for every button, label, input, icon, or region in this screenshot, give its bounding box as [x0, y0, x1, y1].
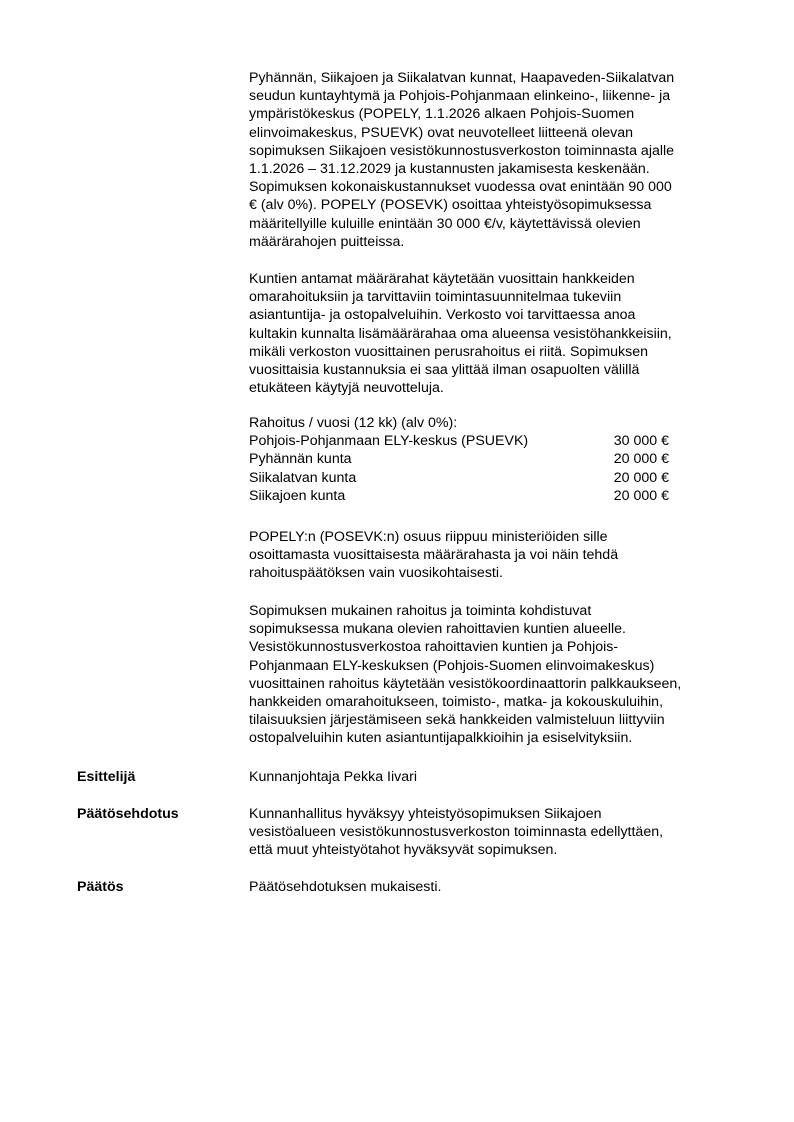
funder-name: Pyhännän kunta — [249, 451, 352, 468]
funder-name: Pohjois-Pohjanmaan ELY-keskus (PSUEVK) — [249, 433, 529, 450]
funder-amount: 20 000 € — [613, 469, 669, 486]
funding-table — [249, 414, 744, 505]
proposal-value: Kunnanhallitus hyväksyy yhteistyösopimuksen Siikajoen vesistöalueen vesistökunnostusverkoston toiminnasta edellyttäen, että muut yhteistyötahot hyväksyvät sopimuksen. — [249, 806, 664, 859]
funder-name: Siikalatvan kunta — [249, 469, 357, 486]
agreement-intro-paragraph: Pyhännän, Siikajoen ja Siikalatvan kunnat, Haapaveden-Siikalatvan seudun kuntayhtymä ja Pohjois-Pohjanmaan elinkeino-, liikenne- ja ympäristökeskus (POPELY, 1.1.2026 alkaen Pohjois-Suomen elinvoimakeskus, PSUEVK) ovat neuvotelleet liitteenä olevan sopimuksen Siikajoen vesistökunnostusverkoston toiminnasta ajalle 1.1.2026 – 31.12.2029 ja kustannusten jakamisesta keskenään. Sopimuksen kokonaiskustannukset vuodessa ovat enintään 90 000 € (alv 0%). POPELY (POSEVK) osoittaa yhteistyösopimuksessa määritellyille kuluille enintään 30 000 €/v, käytettävissä olevien määrärahojen puitteissa. — [249, 70, 675, 250]
funding-heading: Rahoitus / vuosi (12 kk) (alv 0%): — [249, 415, 458, 431]
ministry-share-paragraph: POPELY:n (POSEVK:n) osuus riippuu ministeriöiden sille osoittamasta vuosittaisesta määrärahasta ja voi näin tehdä rahoituspäätöksen vain vuosikohtaisesti. — [249, 529, 619, 582]
presenter-value: Kunnanjohtaja Pekka Iivari — [249, 769, 417, 785]
presenter-label: Esittelijä — [77, 769, 136, 785]
appropriations-paragraph: Kuntien antamat määrärahat käytetään vuosittain hankkeiden omarahoituksiin ja tarvittaviin toimintasuunnitelmaa tukeviin asiantuntija- ja ostopalveluihin. Verkosto voi tarvittaessa anoa kultakin kunnalta lisämäärärahaa oma alueensa vesistöhankkeisiin, mikäli verkoston vuosittainen perusrahoitus ei riitä. Sopimuksen vuosittaisia kustannuksia ei saa ylittää ilman osapuolten välillä etukäteen käytyjä neuvotteluja. — [249, 271, 672, 397]
proposal-label: Päätösehdotus — [77, 806, 179, 822]
funding-row — [249, 469, 669, 487]
decision-label: Päätös — [77, 879, 124, 895]
funder-amount: 30 000 € — [613, 433, 669, 450]
funder-amount: 20 000 € — [613, 487, 669, 504]
funding-row — [249, 450, 669, 468]
funding-allocation-paragraph: Sopimuksen mukainen rahoitus ja toiminta kohdistuvat sopimuksessa mukana olevien rahoittavien kuntien alueelle. Vesistökunnostusverkostoa rahoittavien kuntien ja Pohjois- Pohjanmaan ELY-keskuksen (Pohjois-Suomen elinvoimakeskus) vuosittainen rahoitus käytetään vesistökoordinaattorin palkkaukseen, hankkeiden omarahoitukseen, toimisto-, matka- ja kokouskuluihin, tilaisuuksien järjestämiseen sekä hankkeiden valmisteluun liittyviin ostopalveluihin kuten asiantuntijapalkkioihin ja esiselvityksiin. — [249, 603, 682, 747]
decision-value: Päätösehdotuksen mukaisesti. — [249, 879, 442, 895]
funder-name: Siikajoen kunta — [249, 487, 346, 504]
funding-row — [249, 432, 669, 450]
funder-amount: 20 000 € — [613, 451, 669, 468]
funding-row — [249, 487, 669, 505]
